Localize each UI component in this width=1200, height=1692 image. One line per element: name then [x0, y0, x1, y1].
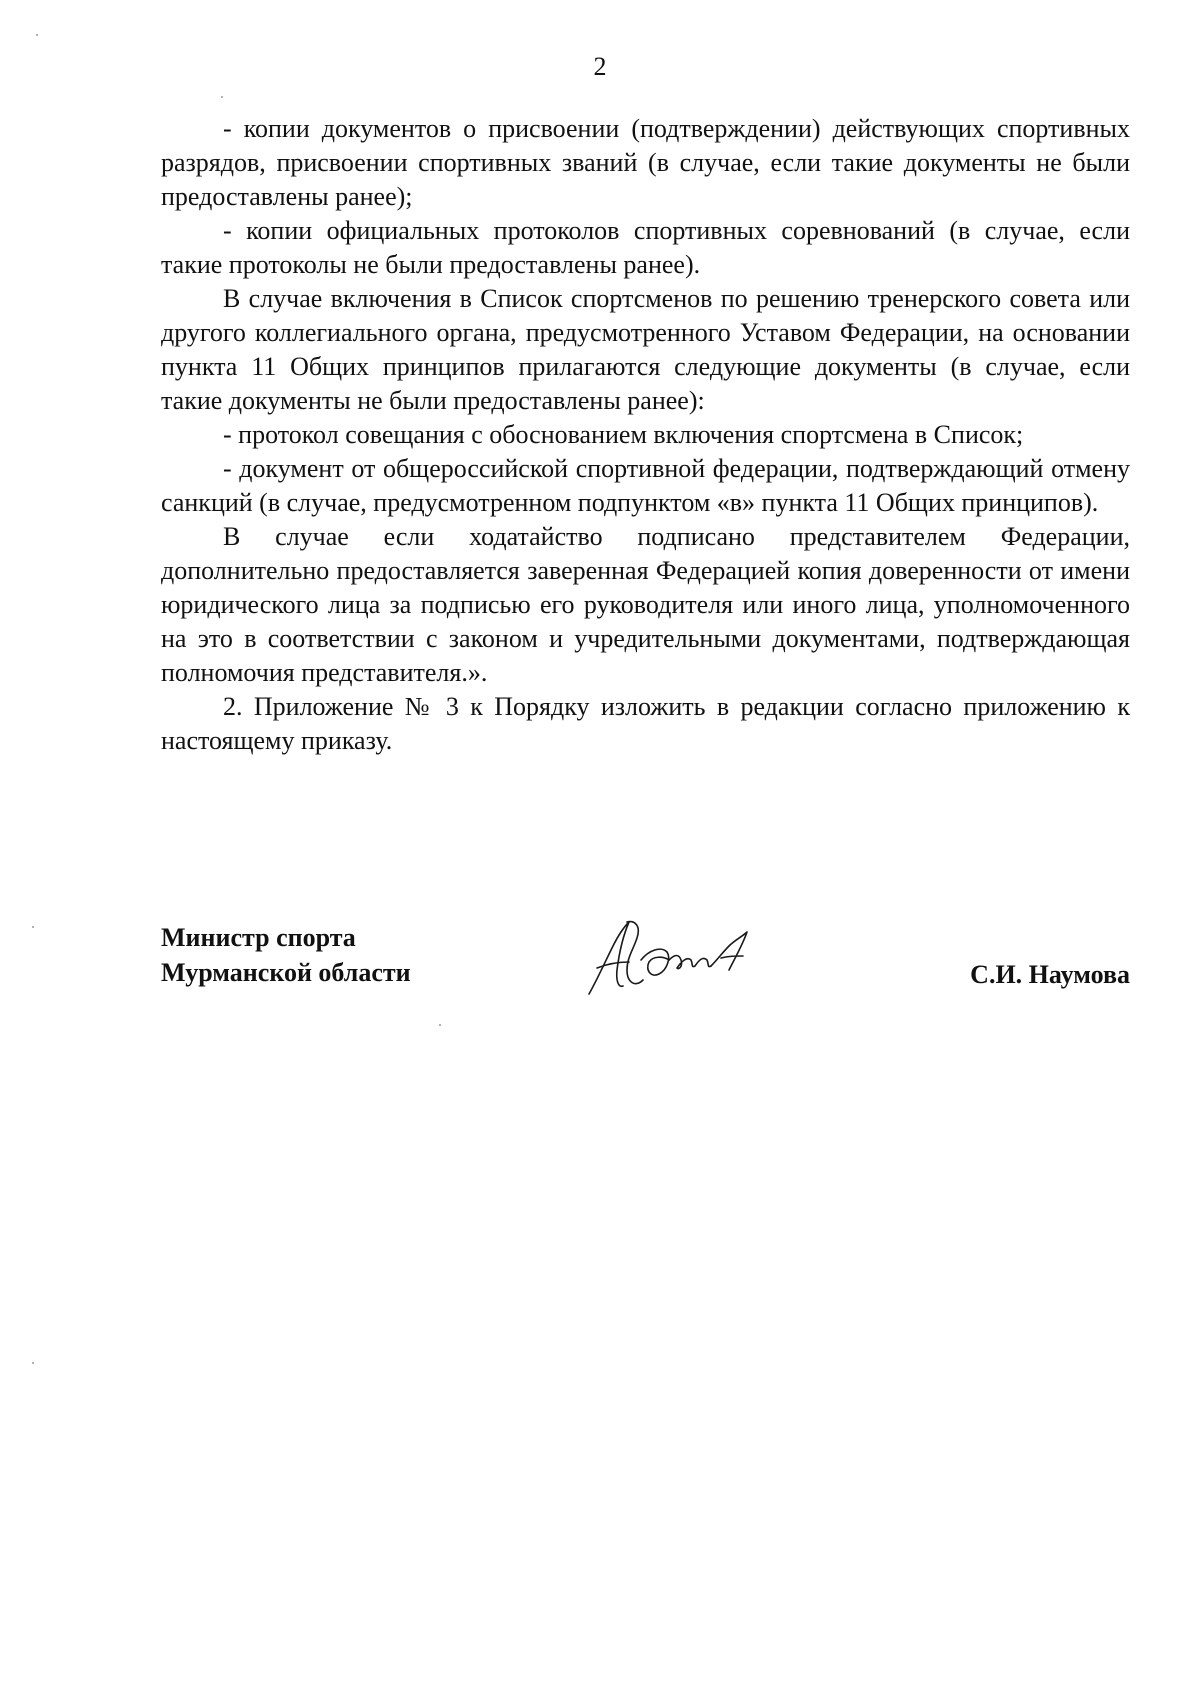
signatory-title-line-1: Министр спорта	[161, 923, 356, 952]
signatory-name: С.И. Наумова	[970, 960, 1130, 989]
scan-speck	[32, 1362, 34, 1364]
handwritten-signature	[583, 910, 763, 1000]
paragraph-representative-power: В случае если ходатайство подписано представителем Федерации, дополнительно предоставляется заверенная Федерацией копия доверенности от имени юридического лица за подписью его руководителя или иного лица, уполномоченного на это в соответствии с законом и учредительными документами, подтверждающая полномочия представителя.».	[161, 522, 1130, 687]
signatory-title-line-2: Мурманской области	[161, 958, 411, 987]
signatory-title	[161, 920, 411, 990]
scan-speck	[32, 926, 34, 928]
paragraph-meeting-protocol: - протокол совещания с обоснованием включения спортсмена в Список;	[223, 420, 1024, 449]
page-number: 2	[593, 52, 607, 81]
scan-speck	[221, 96, 223, 98]
paragraph-sanctions-cancellation: - документ от общероссийской спортивной федерации, подтверждающий отмену санкций (в случае, предусмотренном подпунктом «в» пункта 11 Общих принципов).	[161, 454, 1130, 517]
scan-speck	[36, 34, 38, 36]
paragraph-sports-ranks-copies: - копии документов о присвоении (подтверждении) действующих спортивных разрядов, присвоении спортивных званий (в случае, если такие документы не были предоставлены ранее);	[161, 114, 1130, 211]
scan-speck	[439, 1024, 441, 1026]
signature-block	[161, 920, 1130, 1000]
paragraph-appendix-3: 2. Приложение № 3 к Порядку изложить в редакции согласно приложению к настоящему приказу.	[161, 692, 1130, 755]
paragraph-coaching-council: В случае включения в Список спортсменов по решению тренерского совета или другого коллегиального органа, предусмотренного Уставом Федерации, на основании пункта 11 Общих принципов прилагаются следующие документы (в случае, если такие документы не были предоставлены ранее):	[161, 284, 1130, 415]
paragraph-competition-protocols: - копии официальных протоколов спортивных соревнований (в случае, если такие протоколы не были предоставлены ранее).	[161, 216, 1130, 279]
document-body	[161, 112, 1130, 758]
